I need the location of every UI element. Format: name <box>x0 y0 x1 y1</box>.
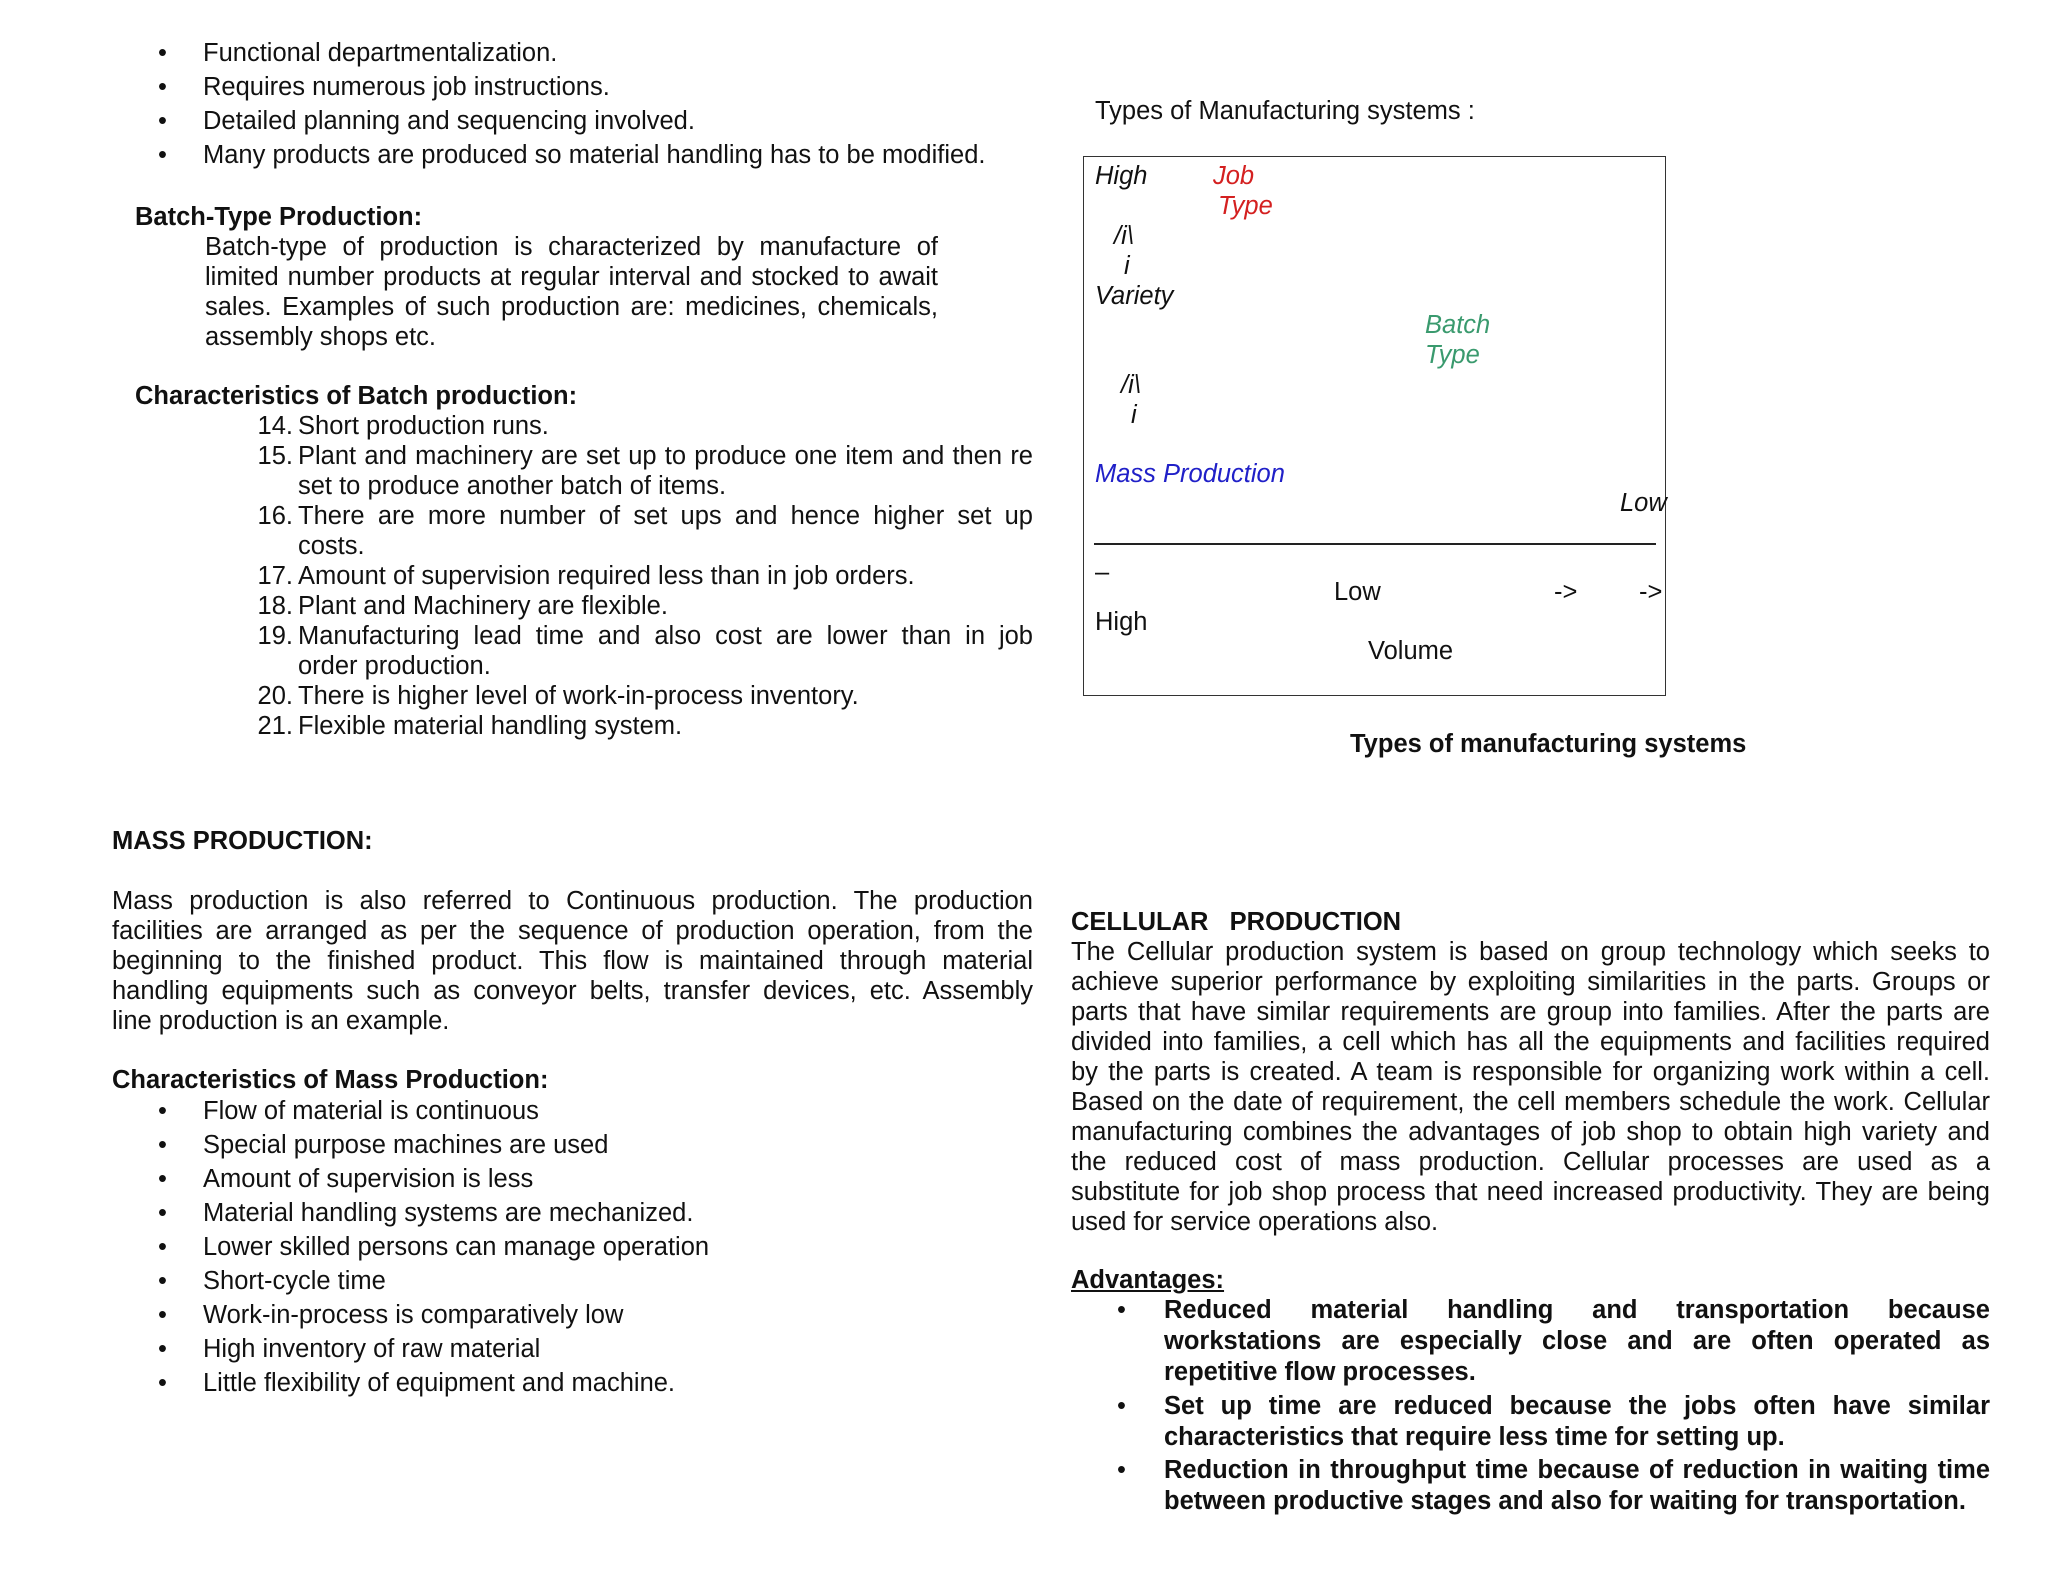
arrow-up-icon: /i\ <box>1114 222 1134 250</box>
manufacturing-types-diagram <box>1083 156 1666 696</box>
axis-label-high-bottom: High <box>1095 608 1148 636</box>
list-item: • Detailed planning and sequencing involved. <box>158 107 695 135</box>
axis-dash: – <box>1095 558 1110 586</box>
axis-label-volume: Volume <box>1368 637 1454 665</box>
advantages-heading: Advantages: <box>1071 1266 1225 1294</box>
mass-characteristics-heading: Characteristics of Mass Production: <box>112 1066 549 1094</box>
cellular-paragraph: The Cellular production system is based on group technology which seeks to achieve superior performance by exploiting similarities in the parts. Groups or parts that have similar requirements are group into families. After the parts are divided into families, a cell which has all the equipments and facilities required by the parts is created. A team is responsible for organizing work within a cell. Based on the date of requirement, the cell members schedule the work. Cellular manufacturing combines the advantages of job shop to obtain high variety and the reduced cost of mass production. Cellular processes are used as a substitute for job shop process that need increased productivity. They are being used for service operations also. <box>1071 938 1990 1236</box>
bullet-icon: • <box>1117 1296 1126 1324</box>
label-job: Job <box>1213 162 1255 190</box>
list-item: 19. Manufacturing lead time and also cost are lower than in job order production. <box>257 622 1033 680</box>
list-item: • Short-cycle time <box>158 1267 386 1295</box>
axis-label-variety: Variety <box>1095 282 1174 310</box>
arrow-up-icon: /i\ <box>1121 371 1141 399</box>
mass-heading: MASS PRODUCTION: <box>112 827 373 855</box>
arrow-right-icon: -> <box>1639 578 1663 606</box>
label-mass-production: Mass Production <box>1095 460 1285 488</box>
bullet-icon: • <box>1117 1456 1126 1484</box>
batch-paragraph: Batch-type of production is characterized by manufacture of limited number products at regular interval and stocked to await sales. Examples of such production are: medicines, chemicals, assembly shops etc. <box>205 233 938 351</box>
axis-label-low-right: Low <box>1620 489 1667 517</box>
bullet-icon: • <box>158 1199 167 1227</box>
top-bullet-list <box>158 38 1058 173</box>
list-item: • Requires numerous job instructions. <box>158 73 610 101</box>
axis-label-high: High <box>1095 162 1148 190</box>
bullet-icon: • <box>158 73 167 101</box>
axis-line <box>1094 543 1656 545</box>
bullet-icon: • <box>158 1165 167 1193</box>
list-item: • Lower skilled persons can manage operation <box>158 1233 710 1261</box>
list-item: • Material handling systems are mechanized. <box>158 1199 694 1227</box>
label-batch: Batch <box>1425 311 1491 339</box>
mass-paragraph: Mass production is also referred to Continuous production. The production facilities are arranged as per the sequence of production operation, from the beginning to the finished product. This flow is maintained through material handling equipments such as conveyor belts, transfer devices, etc. Assembly line production is an example. <box>112 887 1033 1035</box>
list-item: • Many products are produced so material handling has to be modified. <box>158 141 986 169</box>
arrow-stem-icon: i <box>1124 252 1130 280</box>
batch-heading: Batch-Type Production: <box>135 203 423 231</box>
bullet-icon: • <box>158 1131 167 1159</box>
diagram-heading: Types of Manufacturing systems : <box>1095 97 1475 125</box>
list-item: • Little flexibility of equipment and machine. <box>158 1369 676 1397</box>
axis-label-low: Low <box>1334 578 1381 606</box>
bullet-icon: • <box>158 1267 167 1295</box>
list-item: • High inventory of raw material <box>158 1335 541 1363</box>
bullet-icon: • <box>158 39 167 67</box>
batch-characteristics-heading: Characteristics of Batch production: <box>135 382 578 410</box>
bullet-icon: • <box>158 1233 167 1261</box>
bullet-icon: • <box>158 1335 167 1363</box>
bullet-icon: • <box>1117 1392 1126 1420</box>
list-item: • Reduced material handling and transportation because workstations are especially close and are often operated as repetitive flow processes. <box>1117 1296 1990 1386</box>
bullet-icon: • <box>158 141 167 169</box>
list-item: • Work-in-process is comparatively low <box>158 1301 624 1329</box>
arrow-right-icon: -> <box>1554 578 1578 606</box>
list-item: • Flow of material is continuous <box>158 1097 539 1125</box>
list-item: • Set up time are reduced because the jobs often have similar characteristics that require less time for setting up. <box>1117 1392 1990 1451</box>
list-item: 15. Plant and machinery are set up to produce one item and then re set to produce another batch of items. <box>257 442 1033 500</box>
label-batch-type: Type <box>1425 341 1480 369</box>
bullet-icon: • <box>158 1301 167 1329</box>
label-job-type: Type <box>1218 192 1273 220</box>
batch-numbered-list: 14. Short production runs. 15. Plant and machinery are set up to produce one item and then re set to produce another batch of items. 16. There are more number of set ups and hence higher set up costs. 17. Amount of supervision required less than in job orders. 18. Plant and Machinery are flexible. 19. Manufacturing lead time and also cost are lower than in job order production. 20. There is higher level of work-in-process inventory. 21. Flexible material handling system. <box>248 411 1033 741</box>
list-item: • Amount of supervision is less <box>158 1165 534 1193</box>
mass-bullet-list <box>158 1096 858 1402</box>
list-item: • Reduction in throughput time because of reduction in waiting time between productive stages and also for waiting for transportation. <box>1117 1456 1990 1515</box>
diagram-caption: Types of manufacturing systems <box>1350 730 1747 758</box>
list-item: 16. There are more number of set ups and hence higher set up costs. <box>257 502 1033 560</box>
arrow-stem-icon: i <box>1131 401 1137 429</box>
list-item: • Functional departmentalization. <box>158 39 558 67</box>
bullet-icon: • <box>158 1369 167 1397</box>
bullet-icon: • <box>158 107 167 135</box>
list-item: • Special purpose machines are used <box>158 1131 609 1159</box>
cellular-heading: CELLULAR PRODUCTION <box>1071 908 1402 936</box>
bullet-icon: • <box>158 1097 167 1125</box>
advantages-list <box>1117 1295 1990 1520</box>
